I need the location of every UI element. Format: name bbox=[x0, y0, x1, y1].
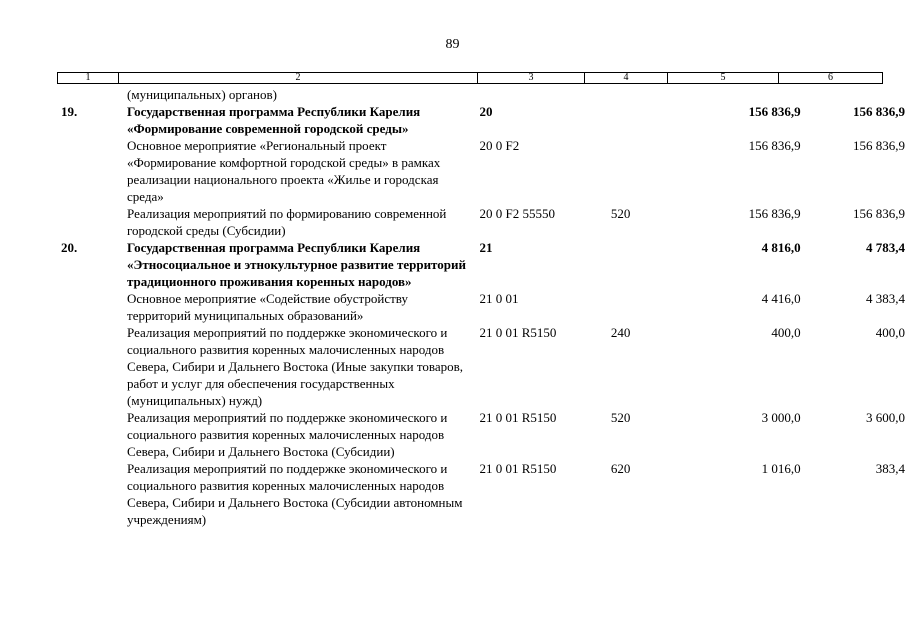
row-description: Государственная программа Республики Карелия «Этносоциальное и этнокультурное развитие территорий традиционного проживания коренных народов» bbox=[127, 240, 466, 289]
table-row bbox=[57, 324, 905, 409]
row-value-2: 156 836,9 bbox=[853, 104, 905, 119]
row-value-2: 3 600,0 bbox=[866, 410, 905, 425]
row-value-1: 4 416,0 bbox=[761, 291, 801, 306]
row-code: 21 0 01 R5150 bbox=[479, 325, 557, 340]
column-header-6: 6 bbox=[779, 73, 883, 84]
row-value-2: 400,0 bbox=[875, 325, 905, 340]
column-header-4: 4 bbox=[585, 73, 668, 84]
row-value-1: 1 016,0 bbox=[761, 461, 801, 476]
row-number bbox=[57, 137, 120, 205]
row-value-1: 156 836,9 bbox=[748, 206, 801, 221]
row-value-1: 3 000,0 bbox=[761, 410, 801, 425]
page-number: 89 bbox=[445, 37, 460, 52]
row-number bbox=[57, 86, 120, 103]
table-row bbox=[57, 239, 905, 290]
table-row bbox=[57, 86, 905, 103]
row-number bbox=[57, 205, 120, 239]
row-code: 20 0 F2 55550 bbox=[479, 206, 555, 221]
row-expense-type bbox=[585, 103, 692, 137]
row-value-1: 156 836,9 bbox=[748, 138, 801, 153]
row-expense-type bbox=[585, 239, 692, 290]
table-row bbox=[57, 290, 905, 324]
column-header-2: 2 bbox=[119, 73, 478, 84]
row-value-1: 400,0 bbox=[771, 325, 801, 340]
row-value-1: 4 816,0 bbox=[761, 240, 801, 255]
row-value-2: 156 836,9 bbox=[853, 206, 905, 221]
row-code: 21 0 01 bbox=[479, 291, 519, 306]
row-code: 21 bbox=[479, 240, 493, 255]
row-value-2 bbox=[801, 86, 905, 103]
row-expense-type: 520 bbox=[610, 410, 631, 425]
row-description: Реализация мероприятий по поддержке экономического и социального развития коренных малочисленных народов Севера, Сибири и Дальнего Востока (Иные закупки товаров, работ и услуг для обеспечения государственных (муниципальных) нужд) bbox=[127, 325, 463, 408]
row-expense-type bbox=[585, 137, 692, 205]
row-value-1 bbox=[691, 86, 800, 103]
row-expense-type bbox=[585, 86, 692, 103]
column-header-5: 5 bbox=[668, 73, 779, 84]
row-description: Основное мероприятие «Региональный проект «Формирование комфортной городской среды» в рамках реализации национального проекта «Жилье и городская среда» bbox=[127, 138, 441, 204]
row-expense-type: 620 bbox=[610, 461, 631, 476]
row-value-2: 156 836,9 bbox=[853, 138, 905, 153]
row-number bbox=[57, 290, 120, 324]
column-header-3: 3 bbox=[478, 73, 585, 84]
table-row bbox=[57, 103, 905, 137]
row-expense-type bbox=[585, 290, 692, 324]
row-expense-type: 240 bbox=[610, 325, 631, 340]
row-number bbox=[57, 409, 120, 460]
table-row bbox=[57, 409, 905, 460]
column-header-row bbox=[58, 73, 883, 84]
row-number bbox=[57, 324, 120, 409]
row-number bbox=[57, 460, 120, 528]
row-code bbox=[473, 86, 584, 103]
row-description: Реализация мероприятий по поддержке экономического и социального развития коренных малочисленных народов Севера, Сибири и Дальнего Востока (Субсидии автономным учреждениям) bbox=[127, 461, 463, 527]
row-value-2: 4 783,4 bbox=[866, 240, 905, 255]
row-description: (муниципальных) органов) bbox=[127, 87, 277, 102]
table-row bbox=[57, 205, 905, 239]
budget-table bbox=[57, 86, 905, 528]
row-description: Основное мероприятие «Содействие обустройству территорий муниципальных образований» bbox=[127, 291, 408, 323]
row-description: Реализация мероприятий по формированию современной городской среды (Субсидии) bbox=[127, 206, 447, 238]
column-header-table bbox=[57, 72, 883, 84]
row-number: 20. bbox=[61, 240, 78, 255]
row-code: 20 0 F2 bbox=[479, 138, 520, 153]
row-expense-type: 520 bbox=[610, 206, 631, 221]
row-value-2: 4 383,4 bbox=[866, 291, 905, 306]
row-code: 21 0 01 R5150 bbox=[479, 461, 557, 476]
row-value-1: 156 836,9 bbox=[748, 104, 801, 119]
row-code: 20 bbox=[479, 104, 493, 119]
table-row bbox=[57, 460, 905, 528]
row-code: 21 0 01 R5150 bbox=[479, 410, 557, 425]
row-value-2: 383,4 bbox=[875, 461, 905, 476]
row-number: 19. bbox=[61, 104, 78, 119]
column-header-1: 1 bbox=[58, 73, 119, 84]
row-description: Реализация мероприятий по поддержке экономического и социального развития коренных малочисленных народов Севера, Сибири и Дальнего Востока (Субсидии) bbox=[127, 410, 448, 459]
row-description: Государственная программа Республики Карелия «Формирование современной городской среды» bbox=[127, 104, 421, 136]
table-row bbox=[57, 137, 905, 205]
